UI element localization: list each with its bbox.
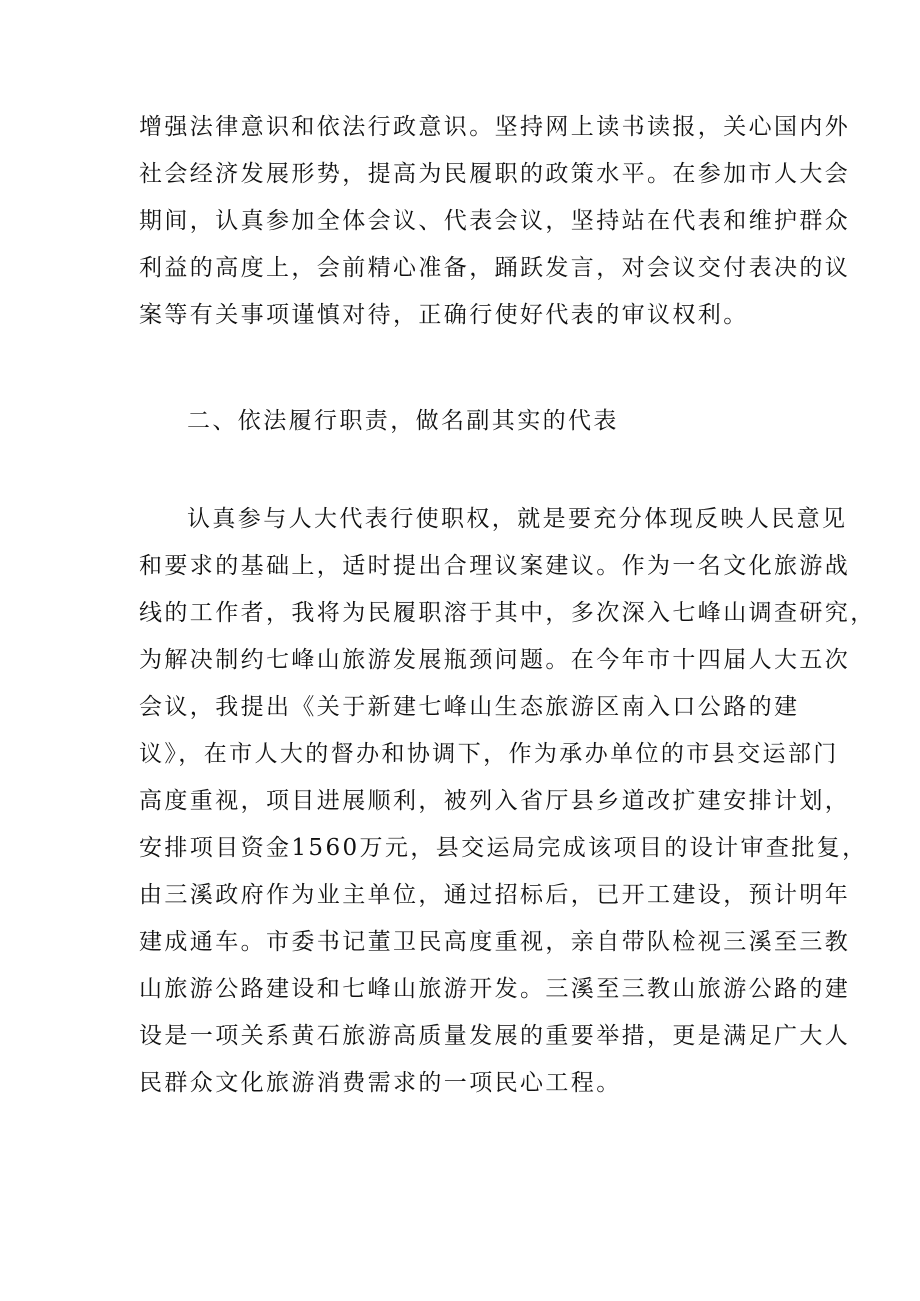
text-line: 建成通车。市委书记董卫民高度重视，亲自带队检视三溪至三教 [139, 929, 851, 955]
text-line: 为解决制约七峰山旅游发展瓶颈问题。在今年市十四届人大五次 [139, 647, 851, 673]
text-line: 安排项目资金1560万元，县交运局完成该项目的设计审查批复， [139, 835, 868, 861]
text-line: 社会经济发展形势，提高为民履职的政策水平。在参加市人大会 [139, 161, 851, 187]
section-heading: 二、依法履行职责，做名副其实的代表 [187, 408, 619, 434]
text-line: 增强法律意识和依法行政意识。坚持网上读书读报，关心国内外 [139, 114, 851, 140]
text-line: 会议，我提出《关于新建七峰山生态旅游区南入口公路的建 [139, 694, 800, 720]
text-line: 线的工作者，我将为民履职溶于其中，多次深入七峰山调查研究， [139, 600, 876, 626]
text-line: 期间，认真参加全体会议、代表会议，坚持站在代表和维护群众 [139, 208, 851, 234]
text-line: 民群众文化旅游消费需求的一项民心工程。 [139, 1070, 622, 1096]
text-line: 山旅游公路建设和七峰山旅游开发。三溪至三教山旅游公路的建 [139, 976, 851, 1002]
text-line: 案等有关事项谨慎对待，正确行使好代表的审议权利。 [139, 302, 749, 328]
text-line: 利益的高度上，会前精心准备，踊跃发言，对会议交付表决的议 [139, 255, 851, 281]
text-line: 高度重视，项目进展顺利，被列入省厅县乡道改扩建安排计划， [139, 788, 851, 814]
paragraph-1 [139, 104, 851, 339]
paragraph-2 [139, 496, 876, 1107]
text-line: 议》，在市人大的督办和协调下，作为承办单位的市县交运部门 [139, 741, 839, 767]
text-line: 设是一项关系黄石旅游高质量发展的重要举措，更是满足广大人 [139, 1023, 851, 1049]
text-line: 认真参与人大代表行使职权，就是要充分体现反映人民意见 [187, 506, 848, 532]
text-line: 和要求的基础上，适时提出合理议案建议。作为一名文化旅游战 [139, 553, 851, 579]
text-line: 由三溪政府作为业主单位，通过招标后，已开工建设，预计明年 [139, 882, 851, 908]
